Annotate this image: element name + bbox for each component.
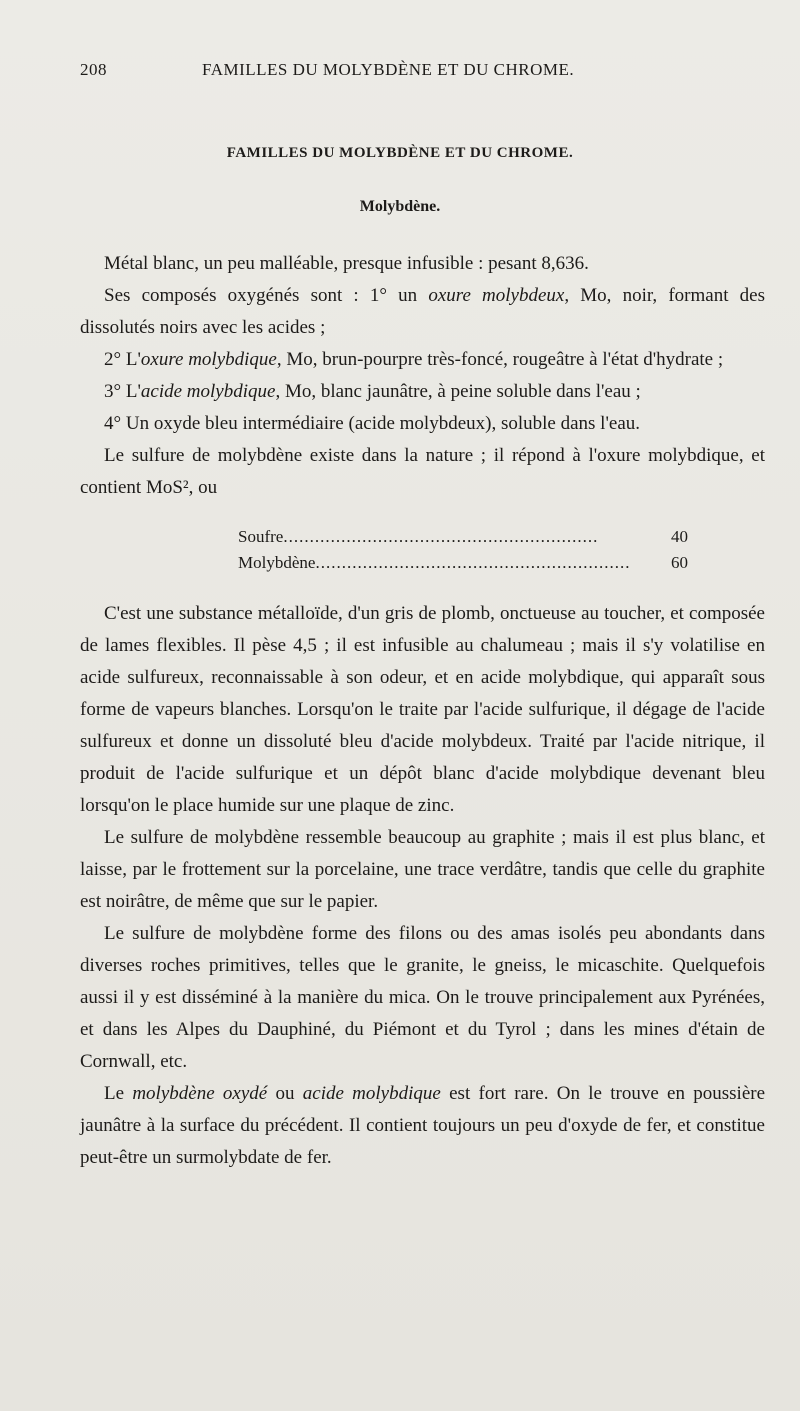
paragraph: C'est une substance métalloïde, d'un gris de plomb, onctueuse au toucher, et composée de lames flexibles. Il pèse 4,5 ; il est infusible au chalumeau ; mais il s'y volatilise en acide sulfureux, reconnaissable à son odeur, et en acide molybdique, qui apparaît sous forme de vapeurs blanches. Lorsqu'on le traite par l'acide sulfurique, il dégage de l'acide sulfureux et donne un dissoluté bleu d'acide molybdeux. Traité par l'acide nitrique, il produit de l'acide sulfurique et un dépôt blanc d'acide molybdique devenant bleu lorsqu'on le place humide sur une plaque de zinc. — [80, 603, 765, 816]
paragraph: 4° Un oxyde bleu intermédiaire (acide molybdeux), soluble dans l'eau. — [104, 413, 640, 434]
paragraph: Métal blanc, un peu malléable, presque infusible : pesant 8,636. — [104, 253, 589, 274]
composition-label: Soufre — [238, 527, 284, 546]
running-title: FAMILLES DU MOLYBDÈNE ET DU CHROME. — [202, 60, 575, 79]
paragraph: 3° L'acide molybdique, Mo, blanc jaunâtre, à peine soluble dans l'eau ; — [104, 381, 641, 402]
composition-row — [238, 524, 688, 550]
paragraph: Le sulfure de molybdène forme des filons ou des amas isolés peu abondants dans diverses roches primitives, telles que le granite, le gneiss, le micaschite. Quelquefois aussi il y est disséminé à la manière du mica. On le trouve principalement aux Pyrénées, et dans les Alpes du Dauphiné, du Piémont et du Tyrol ; dans les mines d'étain de Cornwall, etc. — [80, 923, 765, 1072]
paragraph: Le sulfure de molybdène existe dans la nature ; il répond à l'oxure molybdique, et contient MoS², ou — [80, 445, 765, 498]
leader-dots — [315, 550, 654, 576]
subtitle: Molybdène. — [359, 198, 441, 215]
section-title: FAMILLES DU MOLYBDÈNE ET DU CHROME. — [226, 145, 574, 161]
paragraph: Le sulfure de molybdène ressemble beaucoup au graphite ; mais il est plus blanc, et laisse, par le frottement sur la porcelaine, une trace verdâtre, tandis que celle du graphite est noirâtre, de même que sur le papier. — [80, 827, 765, 912]
composition-label: Molybdène — [238, 553, 316, 572]
page-number: 208 — [80, 60, 107, 79]
composition-value: 60 — [671, 553, 688, 572]
composition-row — [238, 550, 688, 576]
paragraph: Le molybdène oxydé ou acide molybdique est fort rare. On le trouve en poussière jaunâtre à la surface du précédent. Il contient toujours un peu d'oxyde de fer, et constitue peut-être un surmolybdate de fer. — [80, 1083, 766, 1168]
page-body — [80, 248, 765, 1174]
paragraph: 2° L'oxure molybdique, Mo, brun-pourpre très-foncé, rougeâtre à l'état d'hydrate ; — [104, 349, 724, 370]
leader-dots — [283, 524, 654, 550]
paragraph: Ses composés oxygénés sont : 1° un oxure molybdeux, Mo, noir, formant des dissolutés noirs avec les acides ; — [80, 285, 765, 338]
composition-value: 40 — [671, 527, 688, 546]
composition-table — [238, 524, 688, 576]
